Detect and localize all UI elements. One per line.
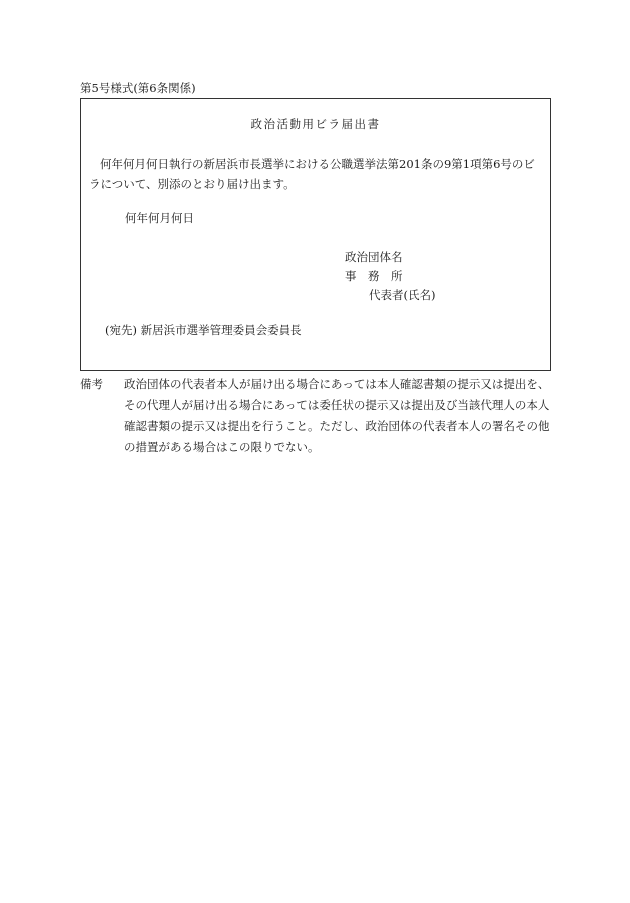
office-label: 事 務 所 [345,269,403,283]
notes-label: 備考 [80,377,103,391]
addressee: (宛先) 新居浜市選挙管理委員会委員長 [105,323,302,337]
organization-block [345,248,435,305]
document-title: 政治活動用ビラ届出書 [250,117,381,131]
form-box [80,98,551,371]
body-text: 何年何月何日執行の新居浜市長選挙における公職選挙法第201条の9第1項第6号のビラについて、別添のとおり届け出ます。 [89,157,535,191]
form-number: 第5号様式(第6条関係) [80,81,196,95]
notes-text: 政治団体の代表者本人が届け出る場合にあっては本人確認書類の提示又は提出を、その代理人が届け出る場合にあっては委任状の提示又は提出及び当該代理人の本人確認書類の提示又は提出を行うこと。ただし、政治団体の代表者本人の署名その他の措置がある場合はこの限りでない。 [124,377,550,454]
organization-name-label: 政治団体名 [345,250,403,264]
representative-label: 代表者(氏名) [369,288,436,302]
notes-section [80,374,555,458]
date-line: 何年何月何日 [125,211,194,225]
